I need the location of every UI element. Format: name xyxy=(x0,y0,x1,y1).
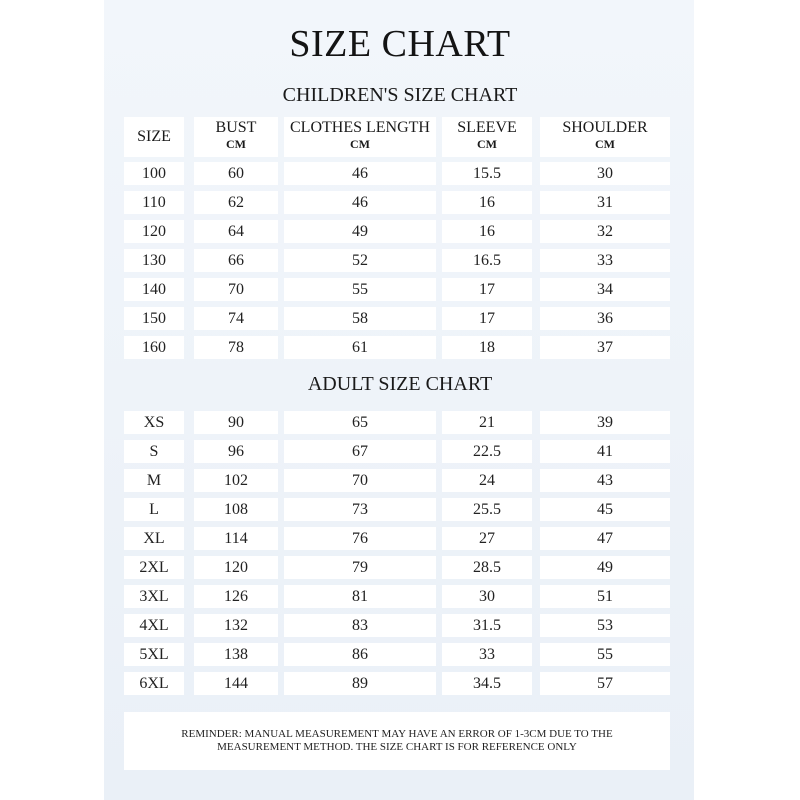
cell-sleeve: 25.5 xyxy=(442,498,532,521)
cell-bust: 66 xyxy=(194,249,278,272)
cell-clothes-length: 58 xyxy=(284,307,436,330)
cell-size: 6XL xyxy=(124,672,184,695)
table-row xyxy=(124,440,670,463)
cell-bust: 102 xyxy=(194,469,278,492)
cell-bust: 120 xyxy=(194,556,278,579)
header-sleeve: SLEEVE CM xyxy=(442,117,532,157)
cell-size: 120 xyxy=(124,220,184,243)
cell-shoulder: 45 xyxy=(540,498,670,521)
cell-clothes-length: 89 xyxy=(284,672,436,695)
cell-bust: 96 xyxy=(194,440,278,463)
cell-size: 100 xyxy=(124,162,184,185)
table-row xyxy=(124,527,670,550)
cell-sleeve: 22.5 xyxy=(442,440,532,463)
cell-clothes-length: 73 xyxy=(284,498,436,521)
cell-clothes-length: 70 xyxy=(284,469,436,492)
table-row xyxy=(124,411,670,434)
cell-size: L xyxy=(124,498,184,521)
cell-size: M xyxy=(124,469,184,492)
page-title: SIZE CHART xyxy=(289,23,511,65)
cell-shoulder: 30 xyxy=(540,162,670,185)
table-row xyxy=(124,278,670,301)
cell-shoulder: 53 xyxy=(540,614,670,637)
cell-bust: 144 xyxy=(194,672,278,695)
cell-bust: 62 xyxy=(194,191,278,214)
cell-bust: 90 xyxy=(194,411,278,434)
cell-clothes-length: 81 xyxy=(284,585,436,608)
cell-bust: 108 xyxy=(194,498,278,521)
cell-size: 150 xyxy=(124,307,184,330)
adult-section-title: ADULT SIZE CHART xyxy=(307,373,493,395)
cell-shoulder: 31 xyxy=(540,191,670,214)
cell-size: 130 xyxy=(124,249,184,272)
cell-size: 4XL xyxy=(124,614,184,637)
children-section-title: CHILDREN'S SIZE CHART xyxy=(282,84,518,106)
cell-sleeve: 17 xyxy=(442,278,532,301)
cell-size: S xyxy=(124,440,184,463)
children-table-header xyxy=(124,117,670,157)
cell-shoulder: 55 xyxy=(540,643,670,666)
cell-shoulder: 32 xyxy=(540,220,670,243)
cell-sleeve: 21 xyxy=(442,411,532,434)
cell-shoulder: 33 xyxy=(540,249,670,272)
cell-clothes-length: 86 xyxy=(284,643,436,666)
cell-size: 110 xyxy=(124,191,184,214)
cell-shoulder: 39 xyxy=(540,411,670,434)
table-row xyxy=(124,469,670,492)
cell-size: 3XL xyxy=(124,585,184,608)
cell-size: XS xyxy=(124,411,184,434)
cell-clothes-length: 83 xyxy=(284,614,436,637)
cell-sleeve: 17 xyxy=(442,307,532,330)
table-row xyxy=(124,643,670,666)
cell-shoulder: 41 xyxy=(540,440,670,463)
cell-clothes-length: 79 xyxy=(284,556,436,579)
table-row xyxy=(124,614,670,637)
cell-clothes-length: 46 xyxy=(284,162,436,185)
cell-bust: 64 xyxy=(194,220,278,243)
table-row xyxy=(124,249,670,272)
table-row xyxy=(124,307,670,330)
cell-size: 140 xyxy=(124,278,184,301)
cell-size: 2XL xyxy=(124,556,184,579)
cell-shoulder: 47 xyxy=(540,527,670,550)
cell-sleeve: 34.5 xyxy=(442,672,532,695)
table-row xyxy=(124,556,670,579)
cell-bust: 126 xyxy=(194,585,278,608)
cell-sleeve: 18 xyxy=(442,336,532,359)
cell-sleeve: 30 xyxy=(442,585,532,608)
cell-clothes-length: 76 xyxy=(284,527,436,550)
cell-size: 5XL xyxy=(124,643,184,666)
cell-bust: 78 xyxy=(194,336,278,359)
cell-clothes-length: 46 xyxy=(284,191,436,214)
cell-clothes-length: 49 xyxy=(284,220,436,243)
cell-clothes-length: 61 xyxy=(284,336,436,359)
cell-sleeve: 16 xyxy=(442,191,532,214)
cell-bust: 138 xyxy=(194,643,278,666)
cell-bust: 70 xyxy=(194,278,278,301)
cell-sleeve: 31.5 xyxy=(442,614,532,637)
header-clothes-length: CLOTHES LENGTH CM xyxy=(284,117,436,157)
cell-shoulder: 49 xyxy=(540,556,670,579)
cell-bust: 114 xyxy=(194,527,278,550)
cell-sleeve: 27 xyxy=(442,527,532,550)
cell-shoulder: 57 xyxy=(540,672,670,695)
cell-clothes-length: 55 xyxy=(284,278,436,301)
cell-shoulder: 43 xyxy=(540,469,670,492)
cell-shoulder: 37 xyxy=(540,336,670,359)
cell-clothes-length: 67 xyxy=(284,440,436,463)
cell-shoulder: 34 xyxy=(540,278,670,301)
table-row xyxy=(124,220,670,243)
cell-sleeve: 16.5 xyxy=(442,249,532,272)
table-row xyxy=(124,498,670,521)
table-row xyxy=(124,162,670,185)
cell-bust: 74 xyxy=(194,307,278,330)
cell-size: XL xyxy=(124,527,184,550)
header-size: SIZE xyxy=(124,117,184,157)
cell-size: 160 xyxy=(124,336,184,359)
cell-sleeve: 24 xyxy=(442,469,532,492)
reminder-text: REMINDER: MANUAL MEASUREMENT MAY HAVE AN ERROR OF 1-3CM DUE TO THE MEASUREMENT METHOD. THE SIZE CHART IS FOR REFERENCE ONLY xyxy=(181,728,613,753)
table-row xyxy=(124,191,670,214)
cell-clothes-length: 52 xyxy=(284,249,436,272)
cell-bust: 132 xyxy=(194,614,278,637)
cell-shoulder: 36 xyxy=(540,307,670,330)
cell-sleeve: 33 xyxy=(442,643,532,666)
header-bust: BUST CM xyxy=(194,117,278,157)
cell-bust: 60 xyxy=(194,162,278,185)
cell-sleeve: 16 xyxy=(442,220,532,243)
cell-shoulder: 51 xyxy=(540,585,670,608)
header-shoulder: SHOULDER CM xyxy=(540,117,670,157)
table-row xyxy=(124,336,670,359)
table-row xyxy=(124,585,670,608)
reminder-note xyxy=(124,712,670,770)
table-row xyxy=(124,672,670,695)
cell-sleeve: 15.5 xyxy=(442,162,532,185)
cell-sleeve: 28.5 xyxy=(442,556,532,579)
cell-clothes-length: 65 xyxy=(284,411,436,434)
